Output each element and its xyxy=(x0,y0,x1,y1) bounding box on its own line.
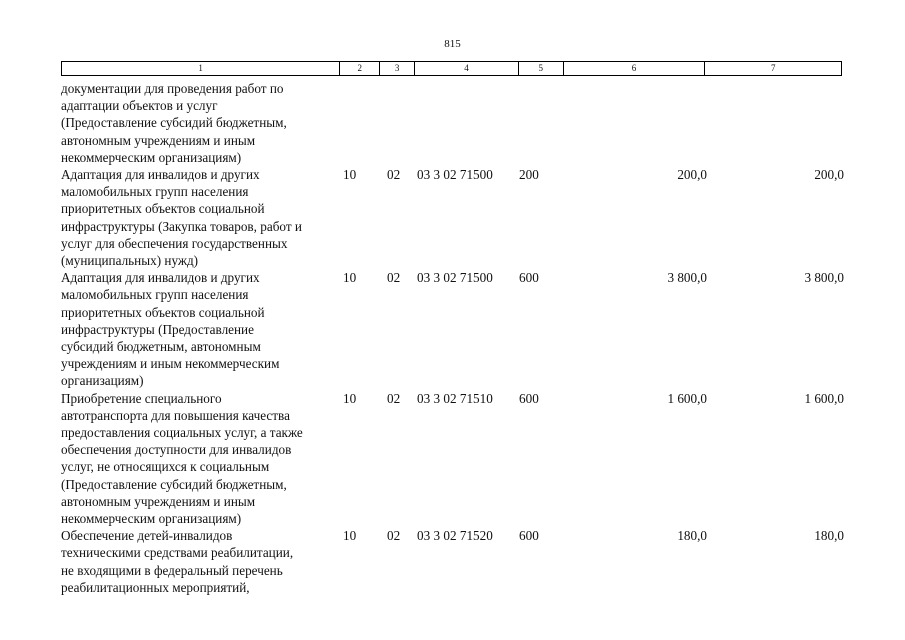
description-line: Адаптация для инвалидов и других xyxy=(61,167,260,183)
amount-year-1 xyxy=(563,80,707,166)
section-code: 10 xyxy=(343,167,357,183)
description-line: автотранспорта для повышения качества xyxy=(61,407,290,423)
table-body xyxy=(61,80,851,596)
table-row xyxy=(61,80,851,166)
target-article-code: 03 3 02 71500 xyxy=(417,270,493,286)
description-line: субсидий бюджетным, автономным xyxy=(61,339,261,355)
description-line: автономным учреждениям и иным xyxy=(61,493,256,509)
amount-year-2: 3 800,0 xyxy=(804,270,844,286)
page-number: 815 xyxy=(444,38,461,50)
description-line: не входящими в федеральный перечень xyxy=(61,562,283,578)
subsection-code: 02 xyxy=(387,528,401,544)
description-line: предоставления социальных услуг, а также xyxy=(61,425,303,441)
table-row xyxy=(61,527,851,596)
description-line: маломобильных групп населения xyxy=(61,287,249,303)
amount-year-2 xyxy=(707,80,844,166)
section-code: 10 xyxy=(343,528,357,544)
header-cell-3: 3 xyxy=(380,62,415,75)
subsection-code: 02 xyxy=(387,167,401,183)
row-description xyxy=(61,269,341,389)
description-line: некоммерческим организациям) xyxy=(61,149,242,165)
section-code: 10 xyxy=(343,270,357,286)
header-cell-2: 2 xyxy=(340,62,380,75)
amount-year-1: 3 800,0 xyxy=(667,270,707,286)
description-line: Обеспечение детей-инвалидов xyxy=(61,528,233,544)
description-line: (Предоставление субсидий бюджетным, xyxy=(61,115,287,131)
description-line: адаптации объектов и услуг xyxy=(61,98,218,114)
description-line: техническими средствами реабилитации, xyxy=(61,545,294,561)
subsection-code: 02 xyxy=(387,390,401,406)
amount-year-2: 1 600,0 xyxy=(804,390,844,406)
header-cell-4: 4 xyxy=(415,62,519,75)
row-description xyxy=(61,166,341,269)
amount-year-2: 180,0 xyxy=(814,528,844,544)
subsection-code: 02 xyxy=(387,270,401,286)
description-line: приоритетных объектов социальной xyxy=(61,304,265,320)
subsection-code xyxy=(387,80,417,166)
row-description xyxy=(61,390,341,528)
description-line: обеспечения доступности для инвалидов xyxy=(61,442,292,458)
table-header xyxy=(61,61,842,76)
amount-year-2: 200,0 xyxy=(814,167,844,183)
description-line: (Предоставление субсидий бюджетным, xyxy=(61,476,287,492)
amount-year-1: 200,0 xyxy=(677,167,707,183)
description-line: Адаптация для инвалидов и других xyxy=(61,270,260,286)
row-description xyxy=(61,80,341,166)
section-code xyxy=(341,80,387,166)
table-row xyxy=(61,390,851,528)
target-article-code: 03 3 02 71500 xyxy=(417,167,493,183)
description-line: (муниципальных) нужд) xyxy=(61,253,199,269)
description-line: приоритетных объектов социальной xyxy=(61,201,265,217)
description-line: автономным учреждениям и иным xyxy=(61,132,256,148)
table-row xyxy=(61,166,851,269)
description-line: инфраструктуры (Предоставление xyxy=(61,321,254,337)
description-line: маломобильных групп населения xyxy=(61,184,249,200)
description-line: учреждениям и иным некоммерческим xyxy=(61,356,280,372)
expense-type-code: 200 xyxy=(519,167,539,183)
description-line: услуг, не относящихся к социальным xyxy=(61,459,270,475)
description-line: услуг для обеспечения государственных xyxy=(61,235,288,251)
amount-year-1: 1 600,0 xyxy=(667,390,707,406)
description-line: реабилитационных мероприятий, xyxy=(61,579,250,595)
expense-type-code: 600 xyxy=(519,528,539,544)
header-cell-1: 1 xyxy=(62,62,340,75)
target-article-code: 03 3 02 71520 xyxy=(417,528,493,544)
header-cell-7: 7 xyxy=(770,63,776,73)
description-line: документации для проведения работ по xyxy=(61,81,284,96)
description-line: некоммерческим организациям) xyxy=(61,511,242,527)
amount-year-1: 180,0 xyxy=(677,528,707,544)
description-line: Приобретение специального xyxy=(61,390,222,406)
description-line: инфраструктуры (Закупка товаров, работ и xyxy=(61,218,302,234)
header-cell-6: 6 xyxy=(564,62,706,75)
expense-type-code xyxy=(519,80,563,166)
row-description xyxy=(61,527,341,596)
section-code: 10 xyxy=(343,390,357,406)
table-row xyxy=(61,269,851,389)
expense-type-code: 600 xyxy=(519,390,539,406)
target-article-code xyxy=(417,80,519,166)
description-line: организациям) xyxy=(61,373,144,389)
expense-type-code: 600 xyxy=(519,270,539,286)
target-article-code: 03 3 02 71510 xyxy=(417,390,493,406)
header-cell-5: 5 xyxy=(519,62,564,75)
